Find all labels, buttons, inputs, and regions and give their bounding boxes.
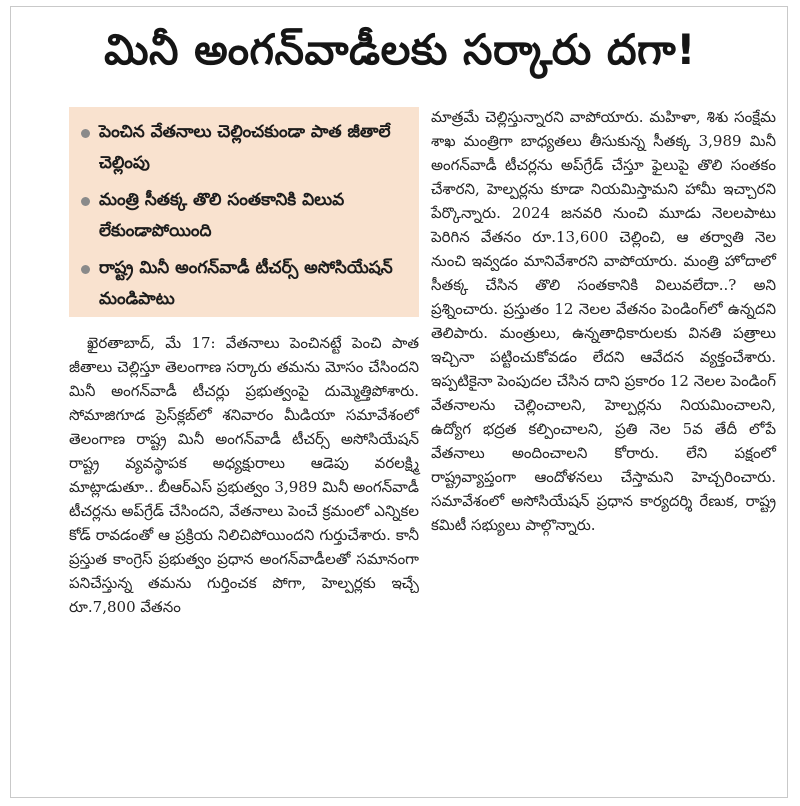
highlights-list xyxy=(77,117,407,315)
article-body-right: మాత్రమే చెల్లిస్తున్నారని వాపోయారు. మహిళా, శిశు సంక్షేమ శాఖ మంత్రిగా బాధ్యతలు తీసుకున్న సీతక్క 3,989 మినీ అంగన్‌వాడీ టీచర్లను అప్‌గ్రేడ్ చేస్తూ ఫైలుపై తొలి సంతకం చేశారని, హెల్పర్లను కూడా నియమిస్తామని హామీ ఇచ్చారని పేర్కొన్నారు. 2024 జనవరి నుంచి మూడు నెలలపాటు పెరిగిన వేతనం రూ.13,600 చెల్లించి, ఆ తర్వాతి నెల నుంచి ఇవ్వడం మానివేశారని వాపోయారు. మంత్రి హోదాలో సీతక్క చేసిన తొలి సంతకానికి విలువలేదా..? అని ప్రశ్నించారు. ప్రస్తుతం 12 నెలల వేతనం పెండింగ్‌లో ఉన్నదని తెలిపారు. మంత్రులు, ఉన్నతాధికారులకు వినతి పత్రాలు ఇచ్చినా పట్టించుకోవడం లేదని ఆవేదన వ్యక్తంచేశారు. ఇప్పటికైనా పెంపుదల చేసిన దాని ప్రకారం 12 నెలల పెండింగ్ వేతనాలను చెల్లించాలని, హెల్పర్లను నియమించాలని, ఉద్యోగ భద్రత కల్పించాలని, ప్రతి నెల 5వ తేదీ లోపే వేతనాలు అందించాలని కోరారు. లేని పక్షంలో రాష్ట్రవ్యాప్తంగా ఆందోళనలు చేస్తామని హెచ్చరించారు. సమావేశంలో అసోసియేషన్ ప్రధాన కార్యదర్శి రేణుక, రాష్ట్ర కమిటీ సభ్యులు పాల్గొన్నారు. xyxy=(431,108,776,534)
bullet-icon xyxy=(81,197,90,206)
headline: మినీ అంగన్‌వాడీలకు సర్కారు దగా! xyxy=(104,25,696,74)
highlight-text: రాష్ట్ర మినీ అంగన్‌వాడీ టీచర్స్ అసోసియేషన్ మండిపాటు xyxy=(99,258,393,309)
newspaper-clipping xyxy=(10,6,788,798)
bullet-icon xyxy=(81,265,90,274)
left-column xyxy=(69,107,419,619)
highlight-text: పెంచిన వేతనాలు చెల్లించకుండా పాత జీతాలే చెల్లింపు xyxy=(99,122,391,173)
highlight-item xyxy=(77,253,407,315)
highlight-item xyxy=(77,117,407,179)
highlights-box xyxy=(69,107,419,317)
highlight-text: మంత్రి సీతక్క తొలి సంతకానికి విలువ లేకుండాపోయింది xyxy=(99,190,345,241)
article-body-left: ఖైరతాబాద్, మే 17: వేతనాలు పెంచినట్టే పెంచి పాత జీతాలు చెల్లిస్తూ తెలంగాణ సర్కారు తమను మోసం చేసిందని మినీ అంగన్‌వాడీ టీచర్లు ప్రభుత్వంపై దుమ్మెత్తిపోశారు. సోమాజిగూడ ప్రెస్‌క్లబ్‌లో శనివారం మీడియా సమావేశంలో తెలంగాణ రాష్ట్ర మినీ అంగన్‌వాడీ టీచర్స్ అసోసియేషన్ రాష్ట్ర వ్యవస్థాపక అధ్యక్షురాలు ఆడెపు వరలక్ష్మి మాట్లాడుతూ.. బీఆర్ఎస్ ప్రభుత్వం 3,989 మినీ అంగన్‌వాడీ టీచర్లను అప్‌గ్రేడ్ చేసిందని, వేతనాలు పెంచే క్రమంలో ఎన్నికల కోడ్ రావడంతో ఆ ప్రక్రియ నిలిచిపోయిందని గుర్తుచేశారు. కానీ ప్రస్తుత కాంగ్రెస్ ప్రభుత్వం ప్రధాన అంగన్‌వాడీలతో సమానంగా పనిచేస్తున్న తమను గుర్తించక పోగా, హెల్పర్లకు ఇచ్చే రూ.7,800 వేతనం xyxy=(69,334,419,616)
right-column xyxy=(431,105,776,537)
highlight-item xyxy=(77,185,407,247)
bullet-icon xyxy=(81,129,90,138)
